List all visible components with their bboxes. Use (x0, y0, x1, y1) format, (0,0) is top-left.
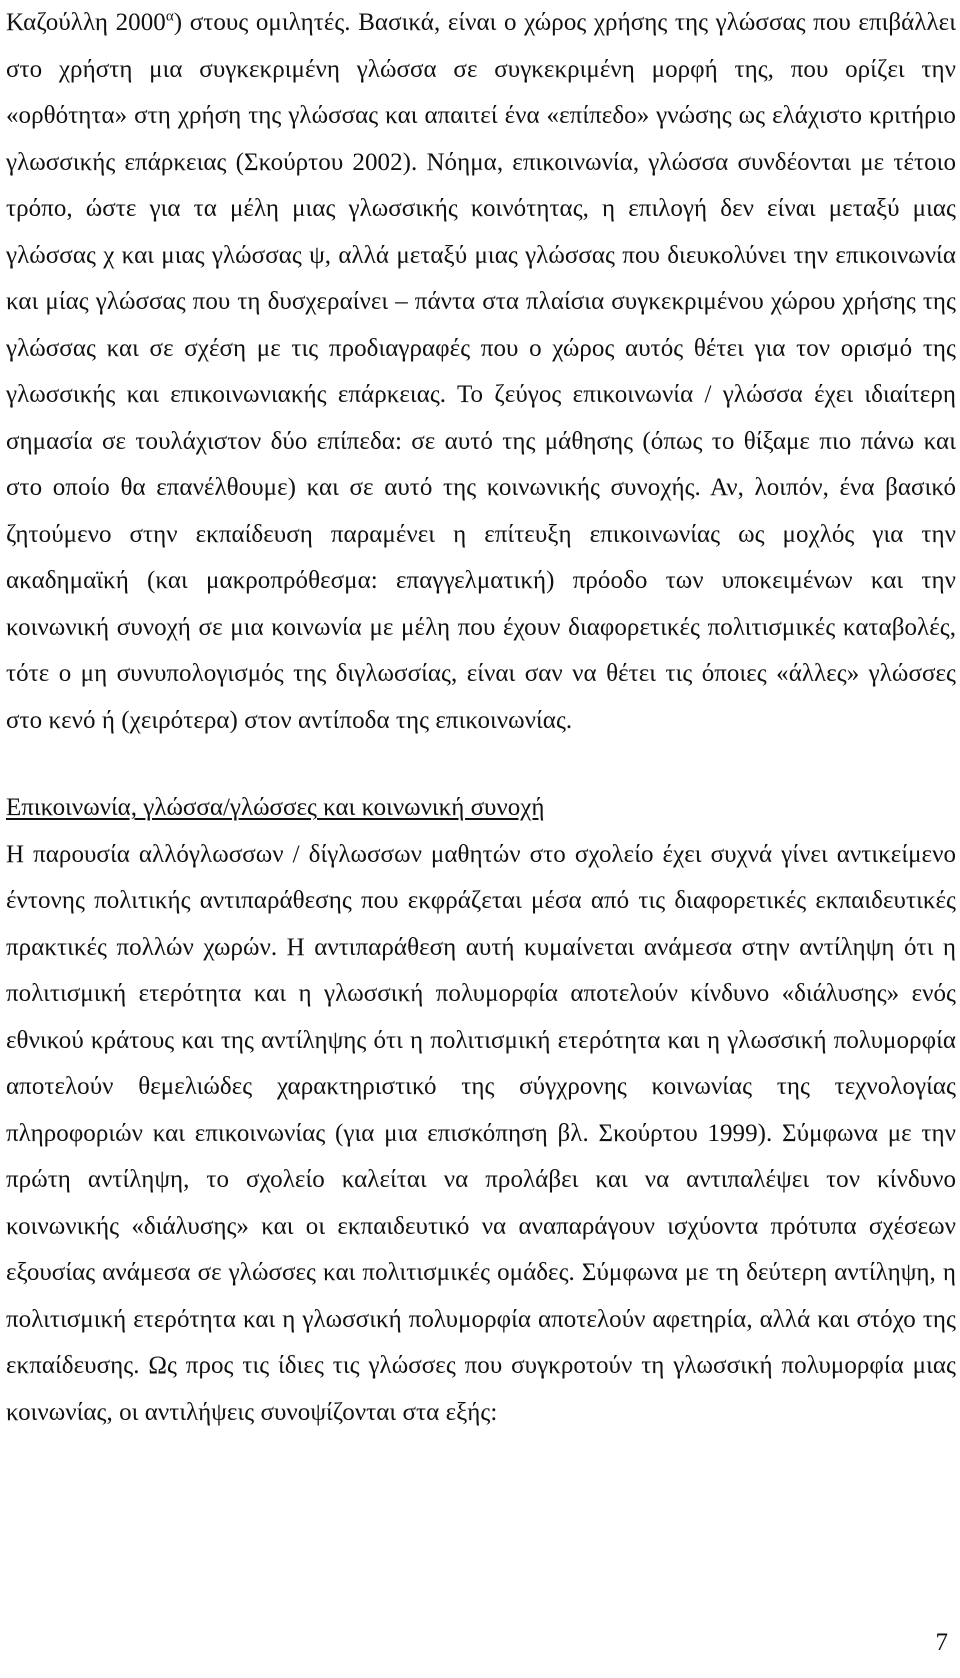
paragraph-body: ) στους ομιλητές. Βασικά, είναι ο χώρος χρήσης της γλώσσας που επιβάλλει στο χρήστη μια συγκεκριμένη γλώσσα σε συγκεκριμένη μορφή της, που ορίζει την «ορθότητα» στη χρήση της γλώσσας και απαιτεί ένα «επίπεδο» γνώσης ως ελάχιστο κριτήριο γλωσσικής επάρκειας (Σκούρτου 2002). Νόημα, επικοινωνία, γλώσσα συνδέονται με τέτοιο τρόπο, ώστε για τα μέλη μιας γλωσσικής κοινότητας, η επιλογή δεν είναι μεταξύ μιας γλώσσας χ και μιας γλώσσας ψ, αλλά μεταξύ μιας γλώσσας που διευκολύνει την επικοινωνία και μίας γλώσσας που τη δυσχεραίνει – πάντα στα πλαίσια συγκεκριμένου χώρου χρήσης της γλώσσας και σε σχέση με τις προδιαγραφές που ο χώρος αυτός θέτει για τον ορισμό της γλωσσικής και επικοινωνιακής επάρκειας. Το ζεύγος επικοινωνία / γλώσσα έχει ιδιαίτερη σημασία σε τουλάχιστον δύο επίπεδα: σε αυτό της μάθησης (όπως το θίξαμε πιο πάνω και στο οποίο θα επανέλθουμε) και σε αυτό της κοινωνικής συνοχής. Αν, λοιπόν, ένα βασικό ζητούμενο στην εκπαίδευση παραμένει η επίτευξη επικοινωνίας ως μοχλός για την ακαδημαϊκή (και μακροπρόθεσμα: επαγγελματική) πρόοδο των υποκειμένων και την κοινωνική συνοχή σε μια κοινωνία με μέλη που έχουν διαφορετικές πολιτισμικές καταβολές, τότε ο μη συνυπολογισμός της διγλωσσίας, είναι σαν να θέτει τις όποιες «άλλες» γλώσσες στο κενό ή (χειρότερα) στον αντίποδα της επικοινωνίας. (6, 9, 957, 734)
section (6, 785, 956, 1436)
section-heading: Επικοινωνία, γλώσσα/γλώσσες και κοινωνική συνοχή (6, 794, 545, 821)
section-paragraph: Η παρουσία αλλόγλωσσων / δίγλωσσων μαθητών στο σχολείο έχει συχνά γίνει αντικείμενο έντονης πολιτικής αντιπαράθεσης που εκφράζεται μέσα από τις διαφορετικές εκπαιδευτικές πρακτικές πολλών χωρών. Η αντιπαράθεση αυτή κυμαίνεται ανάμεσα στην αντίληψη ότι η πολιτισμική ετερότητα και η γλωσσική πολυμορφία αποτελούν κίνδυνο «διάλυσης» ενός εθνικού κράτους και της αντίληψης ότι η πολιτισμική ετερότητα και η γλωσσική πολυμορφία αποτελούν θεμελιώδες χαρακτηριστικό της σύγχρονης κοινωνίας της τεχνολογίας πληροφοριών και επικοινωνίας (για μια επισκόπηση βλ. Σκούρτου 1999). Σύμφωνα με την πρώτη αντίληψη, το σχολείο καλείται να προλάβει και να αντιπαλέψει τον κίνδυνο κοινωνικής «διάλυσης» και οι εκπαιδευτικό να αναπαράγουν ισχύοντα πρότυπα σχέσεων εξουσίας ανάμεσα σε γλώσσες και πολιτισμικές ομάδες. Σύμφωνα με τη δεύτερη αντίληψη, η πολιτισμική ετερότητα και η γλωσσική πολυμορφία αποτελούν αφετηρία, αλλά και στόχο της εκπαίδευσης. Ως προς τις ίδιες τις γλώσσες που συγκροτούν τη γλωσσική πολυμορφία μιας κοινωνίας, οι αντιλήψεις συνοψίζονται στα εξής: (6, 840, 956, 1426)
paragraph-start: Καζούλλη 2000 (6, 9, 166, 36)
document-page (6, 0, 956, 1436)
superscript-alpha: α (165, 8, 174, 25)
page-number: 7 (935, 1629, 948, 1656)
paragraph-continuation (6, 0, 956, 744)
